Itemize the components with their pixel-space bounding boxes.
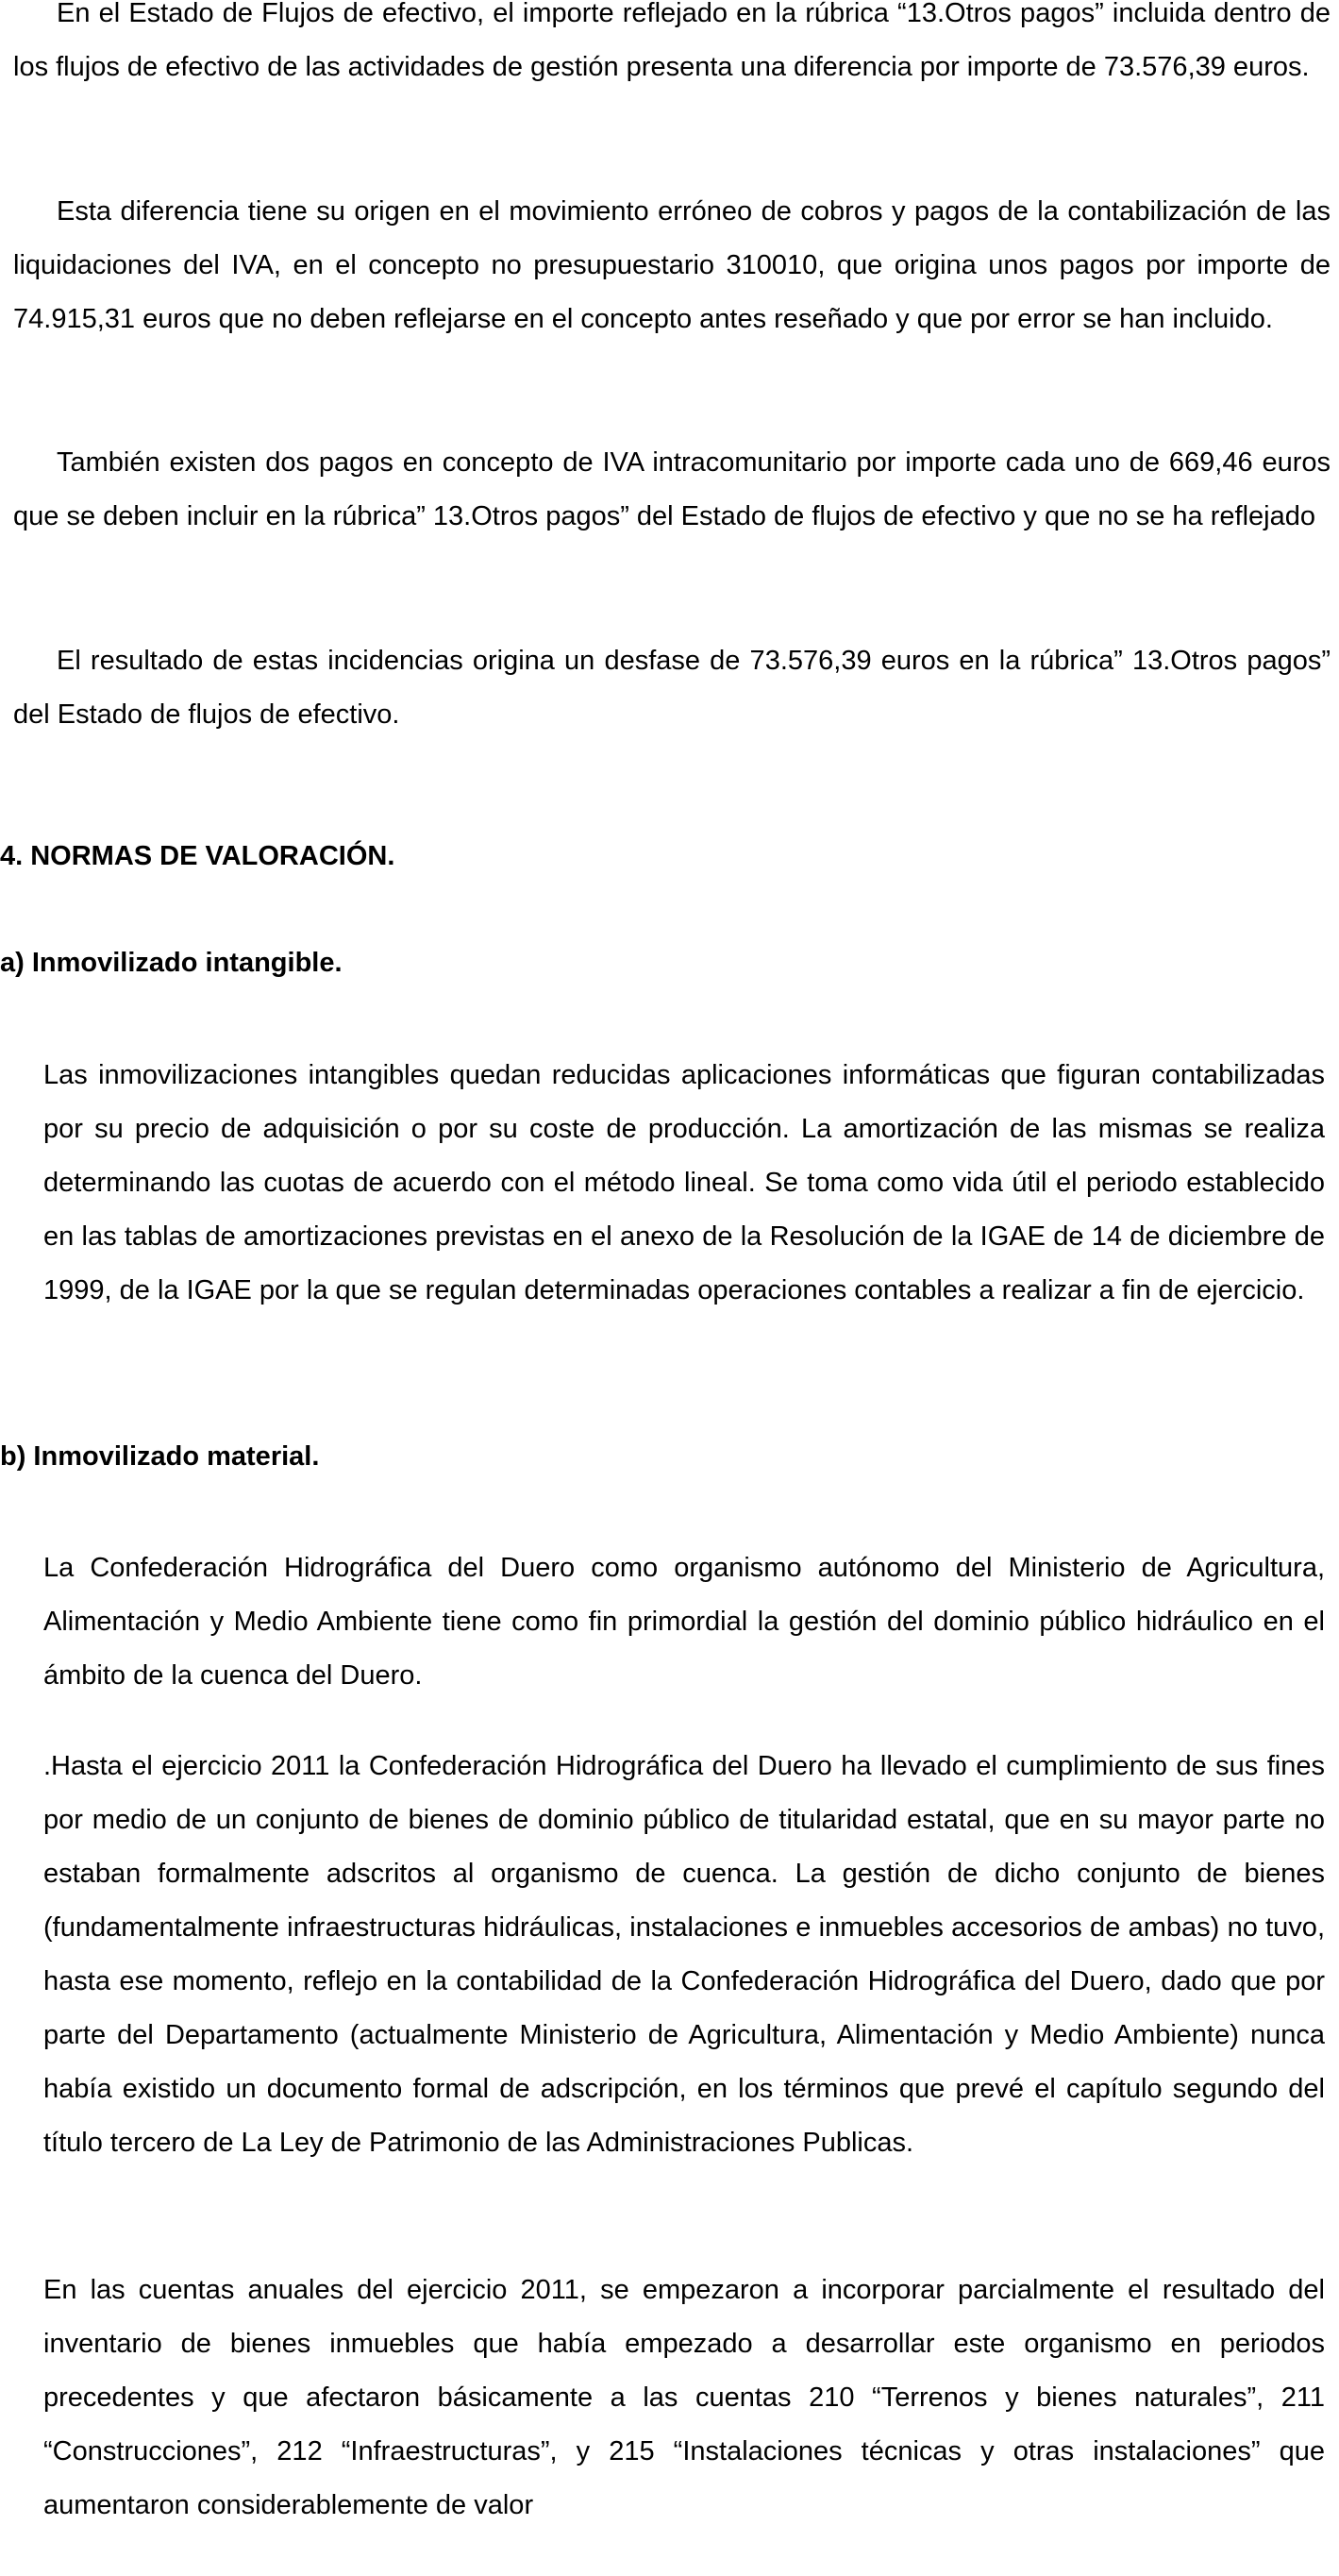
paragraph-vat-origin: Esta diferencia tiene su origen en el movimiento erróneo de cobros y pagos de la contabilización de las liquidaciones del IVA, en el concepto no presupuestario 310010, que origina unos pagos por importe de 74.915,31 euros que no deben reflejarse en el concepto antes reseñado y que por error se han incluido. xyxy=(13,196,1331,334)
section-heading-valuation-rules: 4. NORMAS DE VALORACIÓN. xyxy=(0,841,395,871)
paragraph-cash-flow-difference: En el Estado de Flujos de efectivo, el importe reflejado en la rúbrica “13.Otros pagos” incluida dentro de los flujos de efectivo de las actividades de gestión presenta una diferencia por importe de 73.576,39 euros. xyxy=(13,0,1331,82)
paragraph-annual-accounts-2011: En las cuentas anuales del ejercicio 2011, se empezaron a incorporar parcialmente el resultado del inventario de bienes inmuebles que había empezado a desarrollar este organismo en periodos precedentes y que afectaron básicamente a las cuentas 210 “Terrenos y bienes naturales”, 211 “Construcciones”, 212 “Infraestructuras”, y 215 “Instalaciones técnicas y otras instalaciones” que aumentaron considerablemente de valor xyxy=(43,2275,1325,2520)
paragraph-intracommunity-vat: También existen dos pagos en concepto de IVA intracomunitario por importe cada uno de 669,46 euros que se deben incluir en la rúbrica” 13.Otros pagos” del Estado de flujos de efectivo y que no se ha reflejado xyxy=(13,447,1331,531)
paragraph-result-gap: El resultado de estas incidencias origina un desfase de 73.576,39 euros en la rúbrica” 13.Otros pagos” del Estado de flujos de efectivo. xyxy=(13,646,1331,730)
paragraph-intangible-assets: Las inmovilizaciones intangibles quedan reducidas aplicaciones informáticas que figuran contabilizadas por su precio de adquisición o por su coste de producción. La amortización de las mismas se realiza determinando las cuotas de acuerdo con el método lineal. Se toma como vida útil el periodo establecido en las tablas de amortizaciones previstas en el anexo de la Resolución de la IGAE de 14 de diciembre de 1999, de la IGAE por la que se regulan determinadas operaciones contables a realizar a fin de ejercicio. xyxy=(43,1060,1325,1305)
subsection-heading-intangible-assets: a) Inmovilizado intangible. xyxy=(0,948,343,978)
subsection-heading-tangible-assets: b) Inmovilizado material. xyxy=(0,1441,320,1472)
paragraph-confederation-purpose: La Confederación Hidrográfica del Duero como organismo autónomo del Ministerio de Agricultura, Alimentación y Medio Ambiente tiene como fin primordial la gestión del dominio público hidráulico en el ámbito de la cuenca del Duero. xyxy=(43,1553,1325,1691)
paragraph-public-assets-history: .Hasta el ejercicio 2011 la Confederación Hidrográfica del Duero ha llevado el cumplimiento de sus fines por medio de un conjunto de bienes de dominio público de titularidad estatal, que en su mayor parte no estaban formalmente adscritos al organismo de cuenca. La gestión de dicho conjunto de bienes (fundamentalmente infraestructuras hidráulicas, instalaciones e inmuebles accesorios de ambas) no tuvo, hasta ese momento, reflejo en la contabilidad de la Confederación Hidrográfica del Duero, dado que por parte del Departamento (actualmente Ministerio de Agricultura, Alimentación y Medio Ambiente) nunca había existido un documento formal de adscripción, en los términos que prevé el capítulo segundo del título tercero de La Ley de Patrimonio de las Administraciones Publicas. xyxy=(43,1751,1325,2158)
